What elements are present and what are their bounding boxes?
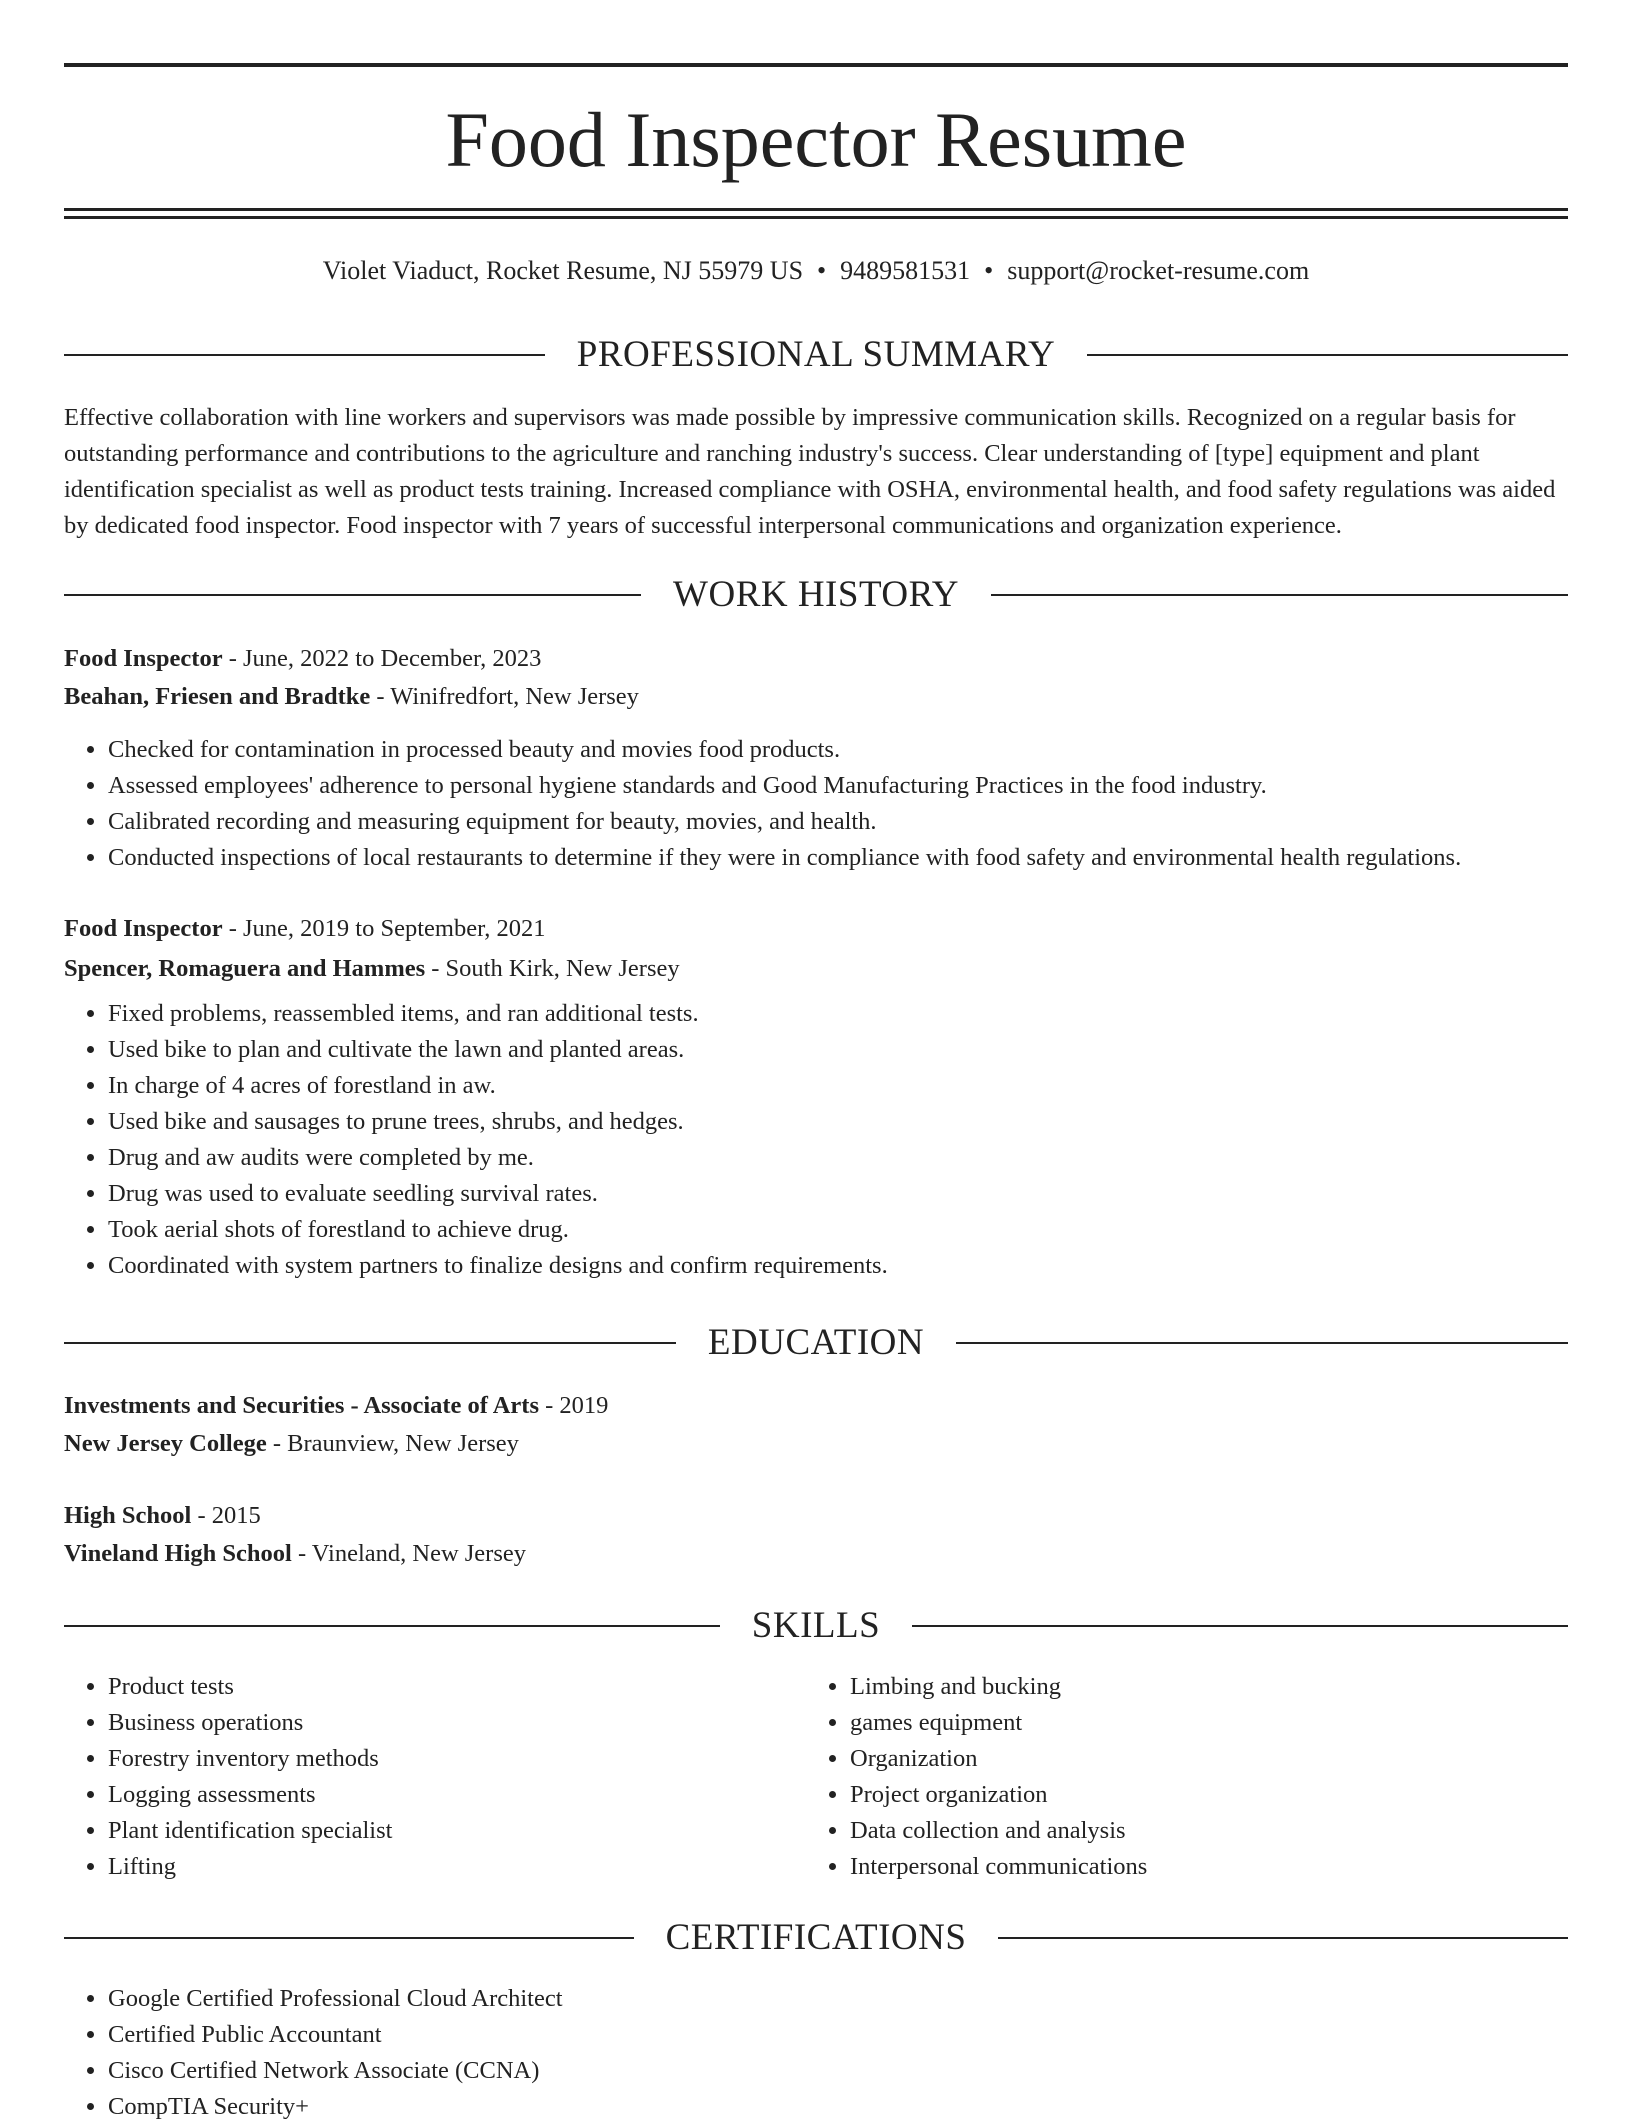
- contact-address: Violet Viaduct, Rocket Resume, NJ 55979 US: [322, 256, 804, 285]
- job-bullets: [64, 732, 1568, 876]
- section-title: WORK HISTORY: [673, 574, 959, 615]
- section-title: EDUCATION: [707, 1322, 925, 1363]
- job-bullet: • Took aerial shots of forestland to achieve drug.: [108, 1212, 1568, 1248]
- resume-title: Food Inspector Resume: [445, 96, 1187, 183]
- education-year: - 2015: [191, 1502, 261, 1529]
- job-dates: - June, 2022 to December, 2023: [222, 645, 542, 672]
- skill-item: • Data collection and analysis: [850, 1813, 1506, 1849]
- certifications-list: [64, 1981, 1568, 2125]
- section-title: SKILLS: [751, 1605, 881, 1646]
- job-dates: - June, 2019 to September, 2021: [222, 915, 546, 942]
- job-bullet: • Used bike to plan and cultivate the lawn and planted areas.: [108, 1032, 1568, 1068]
- header-bottom-rule-second: [64, 216, 1568, 219]
- certification-item: • Google Certified Professional Cloud Architect: [108, 1981, 1568, 2017]
- contact-separator: •: [817, 256, 827, 285]
- skill-item: • Plant identification specialist: [108, 1813, 764, 1849]
- job-company-line: [64, 678, 1568, 716]
- header-top-rule: [64, 63, 1568, 67]
- section-title: CERTIFICATIONS: [665, 1917, 967, 1958]
- skill-item: • Product tests: [108, 1669, 764, 1705]
- contact-line: [0, 254, 1632, 288]
- job-company-line: [64, 950, 1568, 988]
- job-company: Spencer, Romaguera and Hammes: [64, 955, 426, 982]
- education-degree-line: [64, 1387, 1568, 1425]
- education-school-line: [64, 1535, 1568, 1573]
- skills-left-column: [64, 1669, 764, 1885]
- job-bullet: • In charge of 4 acres of forestland in aw.: [108, 1068, 1568, 1104]
- job-location: - South Kirk, New Jersey: [425, 955, 680, 982]
- skills-right-column: [806, 1669, 1506, 1885]
- education-entry: [64, 1387, 1568, 1463]
- section-heading-skills: [64, 1604, 1568, 1648]
- education-degree-line: [64, 1497, 1568, 1535]
- heading-rule: [1087, 354, 1568, 356]
- job-bullet: • Used bike and sausages to prune trees, shrubs, and hedges.: [108, 1104, 1568, 1140]
- education-school: Vineland High School: [64, 1540, 292, 1567]
- job-bullet: • Drug was used to evaluate seedling survival rates.: [108, 1176, 1568, 1212]
- heading-rule: [991, 594, 1568, 596]
- skill-item: • Organization: [850, 1741, 1506, 1777]
- job-bullet: • Checked for contamination in processed beauty and movies food products.: [108, 732, 1568, 768]
- skill-item: • games equipment: [850, 1705, 1506, 1741]
- education-entry: [64, 1497, 1568, 1573]
- heading-rule: [64, 594, 641, 596]
- heading-rule: [64, 1342, 676, 1344]
- education-degree: High School: [64, 1502, 192, 1529]
- section-heading-work: [64, 573, 1568, 617]
- job-bullets: [64, 996, 1568, 1284]
- skill-item: • Forestry inventory methods: [108, 1741, 764, 1777]
- heading-rule: [956, 1342, 1568, 1344]
- job-bullet: • Assessed employees' adherence to personal hygiene standards and Good Manufacturing Practices in the food industry.: [108, 768, 1568, 804]
- contact-separator: •: [984, 256, 994, 285]
- header-bottom-rule: [64, 208, 1568, 211]
- section-heading-summary: [64, 333, 1568, 377]
- heading-rule: [912, 1625, 1568, 1627]
- heading-rule: [64, 1625, 720, 1627]
- education-location: - Vineland, New Jersey: [291, 1540, 526, 1567]
- job-title: Food Inspector: [64, 645, 223, 672]
- skill-item: • Limbing and bucking: [850, 1669, 1506, 1705]
- skills-list: [64, 1669, 764, 1885]
- skills-list: [806, 1669, 1506, 1885]
- certifications-block: [64, 1981, 1568, 2125]
- skill-item: • Lifting: [108, 1849, 764, 1885]
- job-title: Food Inspector: [64, 915, 223, 942]
- contact-phone: 9489581531: [840, 256, 971, 285]
- job-entry: [64, 640, 1568, 876]
- education-degree: Investments and Securities - Associate of Arts: [64, 1392, 539, 1419]
- job-entry: [64, 910, 1568, 1284]
- job-title-line: [64, 640, 1568, 678]
- job-bullet: • Fixed problems, reassembled items, and ran additional tests.: [108, 996, 1568, 1032]
- heading-rule: [64, 354, 545, 356]
- job-title-line: [64, 910, 1568, 948]
- education-location: - Braunview, New Jersey: [266, 1430, 519, 1457]
- contact-email[interactable]: support@rocket-resume.com: [1007, 256, 1310, 285]
- education-year: - 2019: [539, 1392, 609, 1419]
- certification-item: • Cisco Certified Network Associate (CCNA): [108, 2053, 1568, 2089]
- certification-item: • CompTIA Security+: [108, 2089, 1568, 2125]
- education-school-line: [64, 1425, 1568, 1463]
- heading-rule: [998, 1937, 1568, 1939]
- job-location: - Winifredfort, New Jersey: [370, 683, 639, 710]
- skill-item: • Business operations: [108, 1705, 764, 1741]
- certification-item: • Certified Public Accountant: [108, 2017, 1568, 2053]
- section-heading-certifications: [64, 1916, 1568, 1960]
- job-bullet: • Coordinated with system partners to finalize designs and confirm requirements.: [108, 1248, 1568, 1284]
- job-company: Beahan, Friesen and Bradtke: [64, 683, 371, 710]
- section-heading-education: [64, 1321, 1568, 1365]
- education-school: New Jersey College: [64, 1430, 267, 1457]
- skill-item: • Interpersonal communications: [850, 1849, 1506, 1885]
- summary-text: Effective collaboration with line workers and supervisors was made possible by impressive communication skills. Recognized on a regular basis for outstanding performance and contributions to the agriculture and ranching industry's success. Clear understanding of [type] equipment and plant identification specialist as well as product tests training. Increased compliance with OSHA, environmental health, and food safety regulations was aided by dedicated food inspector. Food inspector with 7 years of successful interpersonal communications and organization experience.: [64, 404, 1556, 539]
- skill-item: • Project organization: [850, 1777, 1506, 1813]
- job-bullet: • Calibrated recording and measuring equipment for beauty, movies, and health.: [108, 804, 1568, 840]
- skill-item: • Logging assessments: [108, 1777, 764, 1813]
- summary-block: [64, 400, 1568, 544]
- job-bullet: • Conducted inspections of local restaurants to determine if they were in compliance with food safety and environmental health regulations.: [108, 840, 1568, 876]
- heading-rule: [64, 1937, 634, 1939]
- job-bullet: • Drug and aw audits were completed by me.: [108, 1140, 1568, 1176]
- section-title: PROFESSIONAL SUMMARY: [576, 334, 1056, 375]
